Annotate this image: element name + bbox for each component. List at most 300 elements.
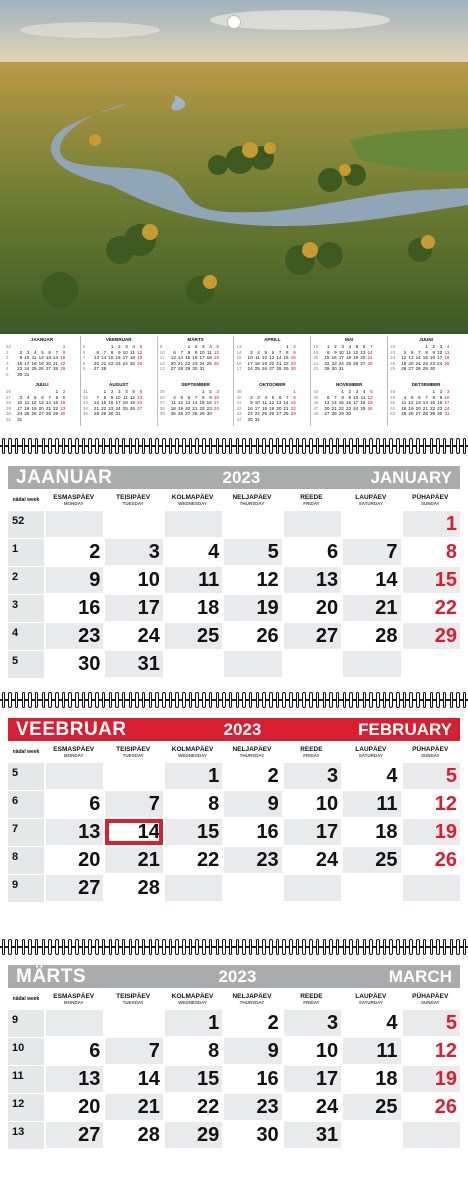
binder-loop: [82, 438, 86, 454]
day-cell[interactable]: [46, 651, 103, 679]
mini-day: 5: [34, 394, 37, 400]
mini-day: 10: [353, 394, 359, 400]
day-cell[interactable]: [105, 539, 162, 567]
mini-day: [365, 366, 372, 372]
week-number: 4: [12, 627, 19, 639]
month-name-et: VEEBRUAR: [16, 718, 127, 740]
week-grid: [8, 1010, 460, 1150]
mini-month: [4, 381, 81, 426]
mini-day: 15: [185, 355, 191, 361]
month-year: 2023: [218, 966, 257, 986]
mini-day: 18: [444, 355, 450, 361]
day-cell[interactable]: [343, 1010, 400, 1038]
weekday-en: FRIDAY: [303, 753, 320, 758]
week-column-label: nädal week: [12, 497, 40, 503]
mini-day: 1: [62, 344, 66, 349]
day-cell[interactable]: [284, 567, 341, 595]
day-cell[interactable]: [46, 847, 103, 875]
mini-day: 22: [101, 405, 107, 411]
mini-day: 10: [437, 349, 443, 355]
day-cell[interactable]: [284, 651, 341, 679]
mini-week-number: 5: [82, 344, 86, 349]
mini-week-number: 31: [82, 389, 88, 394]
day-cell[interactable]: [403, 819, 460, 847]
mini-day: 4: [446, 344, 450, 349]
mini-day: [435, 366, 442, 372]
mini-week-row: [313, 366, 385, 372]
day-cell[interactable]: [403, 1094, 460, 1122]
day-cell[interactable]: [46, 1010, 103, 1038]
day-cell[interactable]: [224, 763, 281, 791]
mini-day: 6: [187, 394, 191, 400]
day-cell[interactable]: [343, 1122, 400, 1150]
day-cell[interactable]: [343, 623, 400, 651]
mini-day: 31: [254, 416, 260, 422]
day-cell[interactable]: [403, 1010, 460, 1038]
mini-day: 26: [137, 360, 143, 366]
day-cell[interactable]: [105, 875, 162, 903]
weekday-label: [341, 746, 400, 758]
binder-loop: [35, 939, 39, 955]
mini-day: 3: [439, 344, 443, 349]
binder-loop: [242, 438, 246, 454]
day-cell[interactable]: [165, 875, 222, 903]
weekday-et: PÜHAPÄEV: [412, 494, 449, 501]
day-cell[interactable]: [105, 791, 162, 819]
day-cell[interactable]: [224, 1066, 281, 1094]
day-cell[interactable]: [224, 791, 281, 819]
day-number: 2: [89, 541, 101, 563]
mini-day: 28: [283, 411, 289, 417]
day-cell[interactable]: [46, 819, 103, 847]
binder-loop: [443, 438, 447, 454]
day-cell[interactable]: [343, 763, 400, 791]
mini-day: 19: [137, 355, 143, 361]
day-cell[interactable]: [284, 1038, 341, 1066]
day-cell[interactable]: [224, 875, 281, 903]
day-cell[interactable]: [46, 1094, 103, 1122]
mini-day: 1: [326, 344, 330, 349]
mini-day: 31: [444, 411, 450, 417]
mini-day: 28: [276, 366, 282, 372]
binder-loop: [463, 692, 467, 708]
binder-loop: [376, 438, 380, 454]
day-cell[interactable]: [165, 595, 222, 623]
day-number: 28: [137, 1124, 160, 1146]
day-cell[interactable]: [403, 567, 460, 595]
day-cell[interactable]: [46, 791, 103, 819]
day-cell[interactable]: [165, 1010, 222, 1038]
binder-loop: [256, 438, 260, 454]
mini-day: 21: [192, 405, 198, 411]
day-cell[interactable]: [224, 847, 281, 875]
mini-day: [289, 417, 296, 423]
weekday-et: ESMASPÄEV: [53, 494, 95, 501]
day-cell[interactable]: [284, 1122, 341, 1150]
day-cell[interactable]: [105, 595, 162, 623]
mini-day: 22: [108, 360, 114, 366]
mini-day: 7: [180, 349, 184, 355]
day-cell[interactable]: [46, 763, 103, 791]
day-cell[interactable]: [165, 847, 222, 875]
day-cell[interactable]: [284, 791, 341, 819]
day-cell[interactable]: [224, 651, 281, 679]
day-number: 6: [89, 1040, 101, 1062]
mini-day: 26: [367, 405, 373, 411]
binder-loop: [142, 692, 146, 708]
day-cell[interactable]: [284, 819, 341, 847]
day-cell[interactable]: [165, 1094, 222, 1122]
day-cell[interactable]: [403, 623, 460, 651]
binder-loop: [222, 438, 226, 454]
mini-day: 2: [110, 389, 114, 394]
mini-month-title: SEPTEMBER: [181, 382, 210, 387]
day-cell[interactable]: [343, 1066, 400, 1094]
day-cell[interactable]: [224, 539, 281, 567]
mini-day: 3: [216, 389, 219, 394]
day-number: 8: [208, 1040, 220, 1062]
binder-loop: [296, 438, 300, 454]
mini-day: 14: [367, 349, 373, 355]
day-cell[interactable]: [165, 539, 222, 567]
mini-day: 18: [24, 405, 30, 411]
day-cell[interactable]: [284, 511, 341, 539]
mini-day: 17: [437, 355, 443, 361]
mini-day: 30: [60, 411, 66, 417]
day-cell[interactable]: [46, 1122, 103, 1150]
day-cell[interactable]: [343, 651, 400, 679]
day-cell[interactable]: [105, 567, 162, 595]
mini-day: 2: [19, 349, 23, 355]
landscape-photo: [0, 0, 468, 334]
day-cell[interactable]: [343, 539, 400, 567]
mini-day: 15: [324, 355, 330, 361]
day-cell[interactable]: [224, 595, 281, 623]
binder-loop: [423, 692, 427, 708]
weekday-et: LAUPÄEV: [355, 494, 387, 501]
mini-day: 9: [209, 394, 212, 400]
binder-loop: [302, 939, 306, 955]
mini-day: [212, 411, 219, 417]
mini-month: [234, 381, 311, 426]
day-cell[interactable]: [105, 1038, 162, 1066]
binder-loop: [416, 939, 420, 955]
binder-loop: [2, 438, 6, 454]
day-cell[interactable]: [403, 539, 460, 567]
day-cell[interactable]: [105, 819, 162, 847]
day-cell[interactable]: [403, 1122, 460, 1150]
mini-week-number: 8: [82, 360, 86, 366]
day-cell[interactable]: [343, 1038, 400, 1066]
day-cell[interactable]: [46, 595, 103, 623]
week-number: 7: [12, 823, 19, 835]
mini-day: 26: [38, 366, 44, 372]
weekday-en: SUNDAY: [420, 753, 440, 758]
day-cell[interactable]: [403, 1038, 460, 1066]
binder-loop: [135, 692, 139, 708]
day-cell[interactable]: [165, 1066, 222, 1094]
day-cell[interactable]: [46, 567, 103, 595]
day-cell[interactable]: [105, 763, 162, 791]
day-cell[interactable]: [403, 1066, 460, 1094]
mini-day: 15: [338, 400, 344, 406]
day-cell[interactable]: [105, 1094, 162, 1122]
day-number: 25: [197, 625, 220, 647]
mini-day: 8: [341, 394, 344, 400]
day-cell[interactable]: [105, 1010, 162, 1038]
binder-loop: [343, 939, 347, 955]
mini-day: 6: [48, 349, 51, 355]
binder-loop: [68, 438, 72, 454]
day-cell[interactable]: [224, 511, 281, 539]
day-number: 3: [148, 541, 160, 563]
mini-day: 21: [283, 405, 289, 411]
day-cell[interactable]: [46, 875, 103, 903]
mini-day: 23: [290, 360, 296, 366]
day-cell[interactable]: [284, 1010, 341, 1038]
day-cell[interactable]: [284, 1094, 341, 1122]
mini-day: 18: [345, 355, 352, 361]
mini-day: 30: [345, 411, 352, 417]
day-number: 18: [375, 1068, 398, 1090]
mini-day: 4: [26, 394, 30, 400]
day-cell[interactable]: [343, 791, 400, 819]
day-cell[interactable]: [46, 1038, 103, 1066]
mini-day: 11: [255, 355, 260, 361]
mini-day: 20: [415, 405, 421, 411]
day-cell[interactable]: [284, 539, 341, 567]
day-cell[interactable]: [284, 875, 341, 903]
day-number: 23: [256, 1096, 279, 1118]
weekday-label: [103, 494, 162, 506]
weekday-en: MONDAY: [63, 1000, 84, 1005]
day-cell[interactable]: [224, 819, 281, 847]
day-cell[interactable]: [403, 875, 460, 903]
day-cell[interactable]: [343, 1094, 400, 1122]
year-overview-row: [4, 381, 464, 426]
mini-day: 2: [334, 344, 337, 349]
mini-week-number: 35: [159, 389, 165, 394]
day-cell[interactable]: [403, 791, 460, 819]
binder-loop: [135, 939, 139, 955]
mini-day: 28: [331, 411, 337, 417]
day-cell[interactable]: [165, 623, 222, 651]
day-cell[interactable]: [105, 1122, 162, 1150]
day-cell[interactable]: [224, 623, 281, 651]
binder-loop: [8, 438, 12, 454]
mini-day: 22: [338, 405, 344, 411]
day-number: 8: [208, 793, 220, 815]
day-cell[interactable]: [224, 1010, 281, 1038]
binder-loop: [276, 692, 280, 708]
week-row: [8, 595, 460, 623]
binder-loop: [149, 692, 153, 708]
day-cell[interactable]: [284, 623, 341, 651]
day-cell[interactable]: [284, 595, 341, 623]
binder-loop: [456, 438, 460, 454]
day-cell[interactable]: [165, 511, 222, 539]
week-row: [8, 819, 460, 847]
day-cell[interactable]: [403, 651, 460, 679]
mini-day: 8: [326, 349, 330, 355]
mini-day: 24: [353, 405, 359, 411]
mini-day: 17: [24, 360, 30, 366]
day-cell[interactable]: [165, 819, 222, 847]
weekday-et: LAUPÄEV: [355, 746, 387, 753]
mini-day: 6: [96, 349, 100, 355]
day-cell[interactable]: [46, 1066, 103, 1094]
mini-day: 26: [213, 360, 219, 366]
mini-week-number: 48: [390, 389, 396, 394]
mini-day: 11: [360, 394, 366, 400]
day-cell[interactable]: [165, 791, 222, 819]
day-cell[interactable]: [165, 651, 222, 679]
mini-day: 19: [261, 360, 268, 366]
mini-day: 7: [194, 394, 198, 400]
mini-day: 19: [401, 360, 407, 366]
binder-loop: [142, 939, 146, 955]
mini-day: 29: [53, 411, 59, 417]
mini-day: 25: [360, 405, 366, 411]
binder-loop: [42, 438, 46, 454]
mini-day: 10: [24, 355, 30, 361]
mini-day: 8: [187, 349, 191, 355]
mini-day: 18: [122, 400, 128, 406]
binder-loop: [55, 692, 59, 708]
mini-day: 22: [429, 405, 436, 411]
mini-day: 12: [401, 355, 407, 361]
binder-loop: [75, 939, 79, 955]
week-number-cell: [8, 763, 44, 791]
day-cell[interactable]: [165, 1038, 222, 1066]
day-number: 31: [137, 653, 160, 675]
day-cell[interactable]: [46, 539, 103, 567]
binder-loop: [323, 692, 327, 708]
day-cell[interactable]: [284, 847, 341, 875]
binder-loop: [309, 438, 313, 454]
binder-loop: [296, 692, 300, 708]
mini-week-row: [390, 366, 462, 372]
day-cell[interactable]: [165, 763, 222, 791]
week-column-label: nädal week: [12, 996, 40, 1002]
binder-loop: [383, 939, 387, 955]
day-cell[interactable]: [165, 567, 222, 595]
binder-loop: [129, 438, 133, 454]
mini-day: 12: [261, 355, 268, 361]
mini-day: [51, 417, 58, 423]
day-cell[interactable]: [343, 819, 400, 847]
day-number: 20: [78, 1096, 101, 1118]
binder-loop: [256, 939, 260, 955]
day-cell[interactable]: [284, 763, 341, 791]
week-row: [8, 1122, 460, 1150]
mini-day: 3: [355, 389, 359, 394]
day-cell[interactable]: [403, 763, 460, 791]
day-cell[interactable]: [224, 1122, 281, 1150]
day-cell[interactable]: [224, 567, 281, 595]
day-cell[interactable]: [343, 567, 400, 595]
day-number: 25: [375, 1096, 398, 1118]
year-overview-row: [4, 336, 464, 381]
mini-week-number: 40: [236, 394, 242, 400]
mini-day: 25: [206, 360, 212, 366]
day-cell[interactable]: [403, 595, 460, 623]
day-number: 13: [78, 1068, 101, 1090]
mini-day: 20: [408, 360, 414, 366]
day-number: 6: [89, 793, 101, 815]
mini-day: 24: [199, 360, 205, 366]
day-cell[interactable]: [46, 623, 103, 651]
day-cell[interactable]: [105, 623, 162, 651]
day-cell[interactable]: [105, 847, 162, 875]
day-cell[interactable]: [105, 1066, 162, 1094]
day-number: 14: [137, 821, 160, 843]
binder-loop: [289, 939, 293, 955]
mini-day: [135, 366, 142, 372]
mini-week-row: [160, 366, 232, 372]
mini-day: 17: [338, 355, 344, 361]
binder-loop: [182, 438, 186, 454]
mini-day: 1: [425, 344, 428, 349]
binder-loop: [182, 939, 186, 955]
binder-loop: [209, 692, 213, 708]
binder-loop: [436, 692, 440, 708]
mini-day: 13: [170, 355, 176, 361]
mini-day: 12: [129, 394, 135, 400]
mini-day: 6: [41, 394, 44, 400]
mini-day: 31: [338, 366, 344, 372]
weekday-en: SATURDAY: [358, 501, 383, 506]
day-cell[interactable]: [284, 1066, 341, 1094]
day-cell[interactable]: [224, 1094, 281, 1122]
mini-day: [442, 366, 449, 372]
month-year: 2023: [222, 467, 261, 487]
mini-day: 21: [177, 360, 184, 366]
weekday-et: TEISIPÄEV: [116, 494, 151, 501]
mini-day: 24: [213, 405, 219, 411]
binder-loop: [209, 939, 213, 955]
binder-loop: [162, 438, 166, 454]
week-number-cell: [8, 595, 44, 623]
day-cell[interactable]: [403, 847, 460, 875]
mini-day: 16: [108, 400, 114, 406]
mini-day: [106, 366, 113, 372]
day-cell[interactable]: [343, 595, 400, 623]
binder-loop: [443, 939, 447, 955]
day-cell[interactable]: [343, 847, 400, 875]
mini-week-number: 14: [236, 349, 242, 355]
day-cell[interactable]: [165, 1122, 222, 1150]
mini-day: 8: [110, 349, 114, 355]
weekday-et: TEISIPÄEV: [116, 993, 151, 1000]
day-cell[interactable]: [105, 651, 162, 679]
mini-day: 5: [264, 349, 268, 355]
month-name-en: FEBRUARY: [358, 719, 452, 739]
day-cell[interactable]: [343, 875, 400, 903]
mini-day: [51, 372, 58, 378]
day-cell[interactable]: [105, 511, 162, 539]
mini-week-number: 15: [236, 355, 242, 361]
mini-week-number: 9: [159, 344, 163, 349]
day-cell[interactable]: [343, 511, 400, 539]
day-cell[interactable]: [46, 511, 103, 539]
day-cell[interactable]: [224, 1038, 281, 1066]
day-number: 26: [434, 849, 457, 871]
week-row: [8, 1010, 460, 1038]
mini-month-title: JAANUAR: [30, 337, 54, 342]
mini-day: 20: [269, 360, 275, 366]
day-cell[interactable]: [403, 511, 460, 539]
